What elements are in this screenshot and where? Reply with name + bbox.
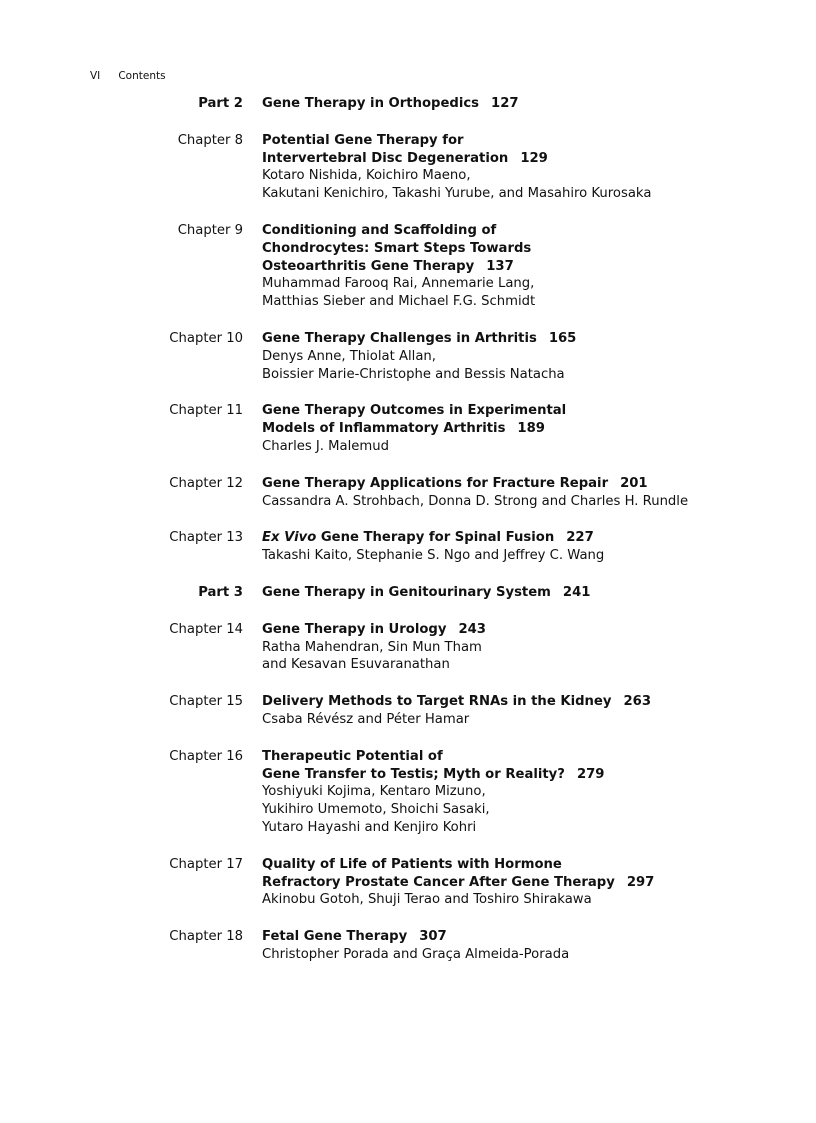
page-number[interactable]: 189: [517, 421, 545, 437]
entry-title-text: Therapeutic Potential of: [262, 748, 443, 764]
entry-spacer: [0, 311, 816, 330]
entry-authors: Kakutani Kenichiro, Takashi Yurube, and Masahiro Kurosaka: [262, 186, 652, 202]
entry-title-line: [262, 240, 782, 258]
entry-title-text: Gene Therapy Challenges in Arthritis: [262, 330, 537, 346]
entry-title-text: Refractory Prostate Cancer After Gene Therapy: [262, 874, 615, 890]
page-number[interactable]: 201: [620, 475, 648, 491]
entry-title-line: [262, 529, 782, 547]
toc-chapter-entry[interactable]: [0, 748, 816, 837]
entry-title-text: Gene Therapy Applications for Fracture Repair: [262, 475, 609, 491]
entry-spacer: [0, 729, 816, 748]
chapter-number: Chapter 18: [169, 929, 243, 945]
page-number[interactable]: 127: [491, 96, 519, 111]
toc-part-entry[interactable]: [0, 95, 816, 113]
entry-authors: Ratha Mahendran, Sin Mun Tham: [262, 639, 482, 655]
entry-title-text: Gene Therapy in Urology: [262, 621, 447, 637]
entry-title-text: Osteoarthritis Gene Therapy: [262, 258, 475, 274]
entry-title-text: Gene Therapy in Genitourinary System: [262, 584, 551, 600]
entry-spacer: [0, 909, 816, 928]
entry-title-line: [262, 693, 782, 711]
entry-authors: and Kesavan Esuvaranathan: [262, 657, 450, 673]
entry-title-line: [262, 150, 782, 168]
entry-body: [262, 222, 782, 311]
entry-authors: Csaba Révész and Péter Hamar: [262, 711, 470, 727]
entry-body: [262, 693, 782, 729]
entry-title-text: Gene Transfer to Testis; Myth or Reality?: [262, 766, 565, 782]
chapter-number: Chapter 15: [169, 694, 243, 710]
entry-authors: Cassandra A. Strohbach, Donna D. Strong and Charles H. Rundle: [262, 493, 689, 509]
entry-title-line: [262, 402, 782, 420]
toc-chapter-entry[interactable]: [0, 222, 816, 311]
entry-body: [262, 132, 782, 203]
toc-part-entry[interactable]: [0, 584, 816, 602]
running-head-title: Contents: [118, 70, 166, 82]
entry-body: [262, 95, 782, 113]
page-number[interactable]: 137: [486, 258, 514, 274]
entry-title-emphasis: Ex Vivo: [262, 530, 317, 546]
entry-title-text: Gene Therapy for Spinal Fusion: [316, 530, 555, 546]
entry-body: [262, 621, 782, 674]
entry-authors: Christopher Porada and Graça Almeida-Porada: [262, 946, 570, 962]
entry-title-text: Chondrocytes: Smart Steps Towards: [262, 240, 532, 256]
page-number[interactable]: 297: [626, 874, 655, 890]
toc-chapter-entry[interactable]: [0, 475, 816, 511]
toc-chapter-entry[interactable]: [0, 330, 816, 383]
entry-title-text: Gene Therapy Outcomes in Experimental: [262, 403, 567, 419]
chapter-number: Chapter 13: [169, 530, 243, 546]
entry-title-line: [262, 928, 782, 946]
running-head: [90, 69, 166, 83]
entry-body: [262, 748, 782, 837]
entry-spacer: [0, 837, 816, 856]
page-number[interactable]: 243: [458, 621, 486, 637]
toc-chapter-entry[interactable]: [0, 928, 816, 964]
entry-body: [262, 928, 782, 964]
entry-spacer: [0, 203, 816, 222]
chapter-number: Chapter 17: [169, 856, 243, 872]
entry-title-text: Potential Gene Therapy for: [262, 132, 464, 148]
toc-chapter-entry[interactable]: [0, 402, 816, 455]
entry-title-line: [262, 95, 782, 113]
entry-title-text: Quality of Life of Patients with Hormone: [262, 856, 562, 872]
entry-title-text: Conditioning and Scaffolding of: [262, 222, 497, 238]
entry-authors: Yukihiro Umemoto, Shoichi Sasaki,: [262, 802, 490, 818]
chapter-number: Chapter 11: [169, 403, 243, 419]
entry-authors: Charles J. Malemud: [262, 438, 389, 454]
chapter-number: Chapter 16: [169, 748, 243, 764]
page-number[interactable]: 227: [566, 530, 594, 546]
entry-spacer: [0, 674, 816, 693]
entry-body: [262, 475, 782, 511]
entry-spacer: [0, 602, 816, 621]
toc-chapter-entry[interactable]: [0, 621, 816, 674]
part-number: Part 3: [198, 584, 243, 600]
entry-spacer: [0, 113, 816, 132]
entry-title-line: [262, 222, 782, 240]
entry-body: [262, 856, 782, 909]
entry-title-text: Gene Therapy in Orthopedics: [262, 96, 480, 111]
chapter-number: Chapter 9: [177, 222, 243, 238]
page-number[interactable]: 165: [548, 330, 577, 346]
entry-title-text: Delivery Methods to Target RNAs in the Kidney: [262, 694, 612, 710]
entry-authors: Akinobu Gotoh, Shuji Terao and Toshiro Shirakawa: [262, 892, 592, 908]
entry-title-line: [262, 475, 782, 493]
entry-authors: Kotaro Nishida, Koichiro Maeno,: [262, 168, 471, 184]
entry-title-line: [262, 132, 782, 150]
page-folio: VI: [90, 70, 101, 82]
entry-title-line: [262, 330, 782, 348]
chapter-number: Chapter 14: [169, 621, 243, 637]
entry-authors: Boissier Marie-Christophe and Bessis Natacha: [262, 366, 565, 382]
toc-chapter-entry[interactable]: [0, 693, 816, 729]
chapter-number: Chapter 8: [177, 132, 243, 148]
entry-body: [262, 330, 782, 383]
entry-body: [262, 529, 782, 565]
entry-body: [262, 584, 782, 602]
entry-authors: Takashi Kaito, Stephanie S. Ngo and Jeffrey C. Wang: [262, 548, 605, 564]
page-number[interactable]: 241: [562, 584, 591, 600]
entry-authors: Denys Anne, Thiolat Allan,: [262, 348, 436, 364]
page-number[interactable]: 263: [623, 694, 651, 710]
page-number[interactable]: 279: [576, 766, 605, 782]
entry-title-line: [262, 856, 782, 874]
entry-body: [262, 402, 782, 455]
entry-title-text: Intervertebral Disc Degeneration: [262, 150, 509, 166]
entry-authors: Muhammad Farooq Rai, Annemarie Lang,: [262, 276, 535, 292]
entry-title-line: [262, 420, 782, 438]
page-number[interactable]: 129: [520, 150, 548, 166]
entry-authors: Matthias Sieber and Michael F.G. Schmidt: [262, 294, 536, 310]
toc-chapter-entry[interactable]: [0, 132, 816, 203]
toc-chapter-entry[interactable]: [0, 856, 816, 909]
entry-spacer: [0, 565, 816, 584]
entry-authors: Yutaro Hayashi and Kenjiro Kohri: [262, 819, 477, 835]
entry-title-line: [262, 766, 782, 784]
entry-spacer: [0, 510, 816, 529]
entry-title-line: [262, 621, 782, 639]
entry-title-text: Models of Inflammatory Arthritis: [262, 421, 506, 437]
chapter-number: Chapter 10: [169, 330, 243, 346]
table-of-contents: [0, 95, 816, 964]
chapter-number: Chapter 12: [169, 475, 243, 491]
toc-chapter-entry[interactable]: [0, 529, 816, 565]
entry-title-line: [262, 584, 782, 602]
entry-spacer: [0, 383, 816, 402]
entry-authors: Yoshiyuki Kojima, Kentaro Mizuno,: [262, 784, 486, 800]
page-number[interactable]: 307: [419, 929, 447, 945]
part-number: Part 2: [198, 96, 243, 111]
entry-title-line: [262, 874, 782, 892]
entry-title-line: [262, 748, 782, 766]
entry-title-line: [262, 258, 782, 276]
entry-title-text: Fetal Gene Therapy: [262, 929, 408, 945]
entry-spacer: [0, 456, 816, 475]
